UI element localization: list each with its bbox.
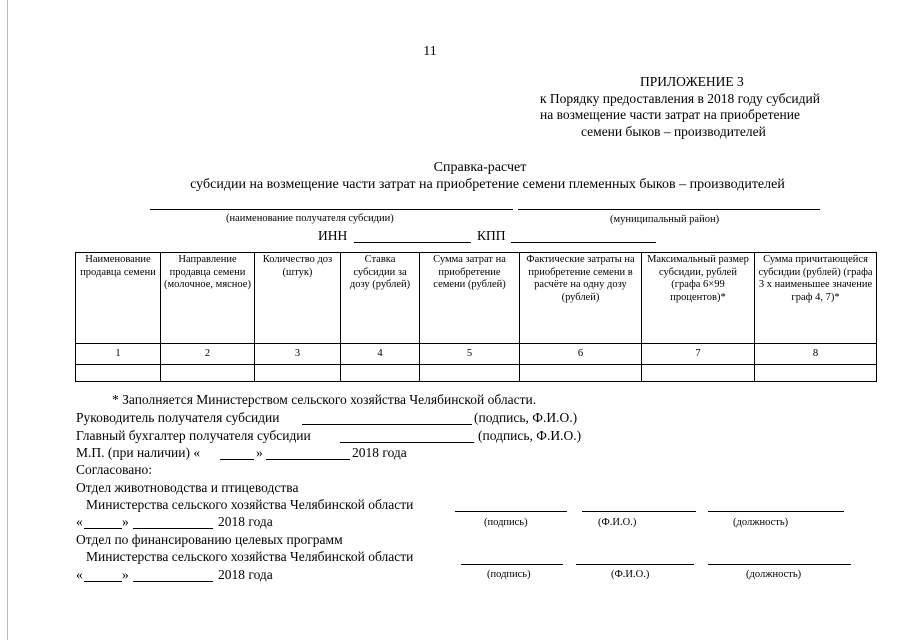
department-2-date-open: « [76,567,83,582]
department-2-ministry: Министерства сельского хозяйства Челябинской области [86,549,414,564]
department-2-year: 2018 года [218,567,273,582]
appendix-line-1: к Порядку предоставления в 2018 году субсидий [540,91,820,106]
header-max-subsidy: Максимальный размер субсидии, рублей (графа 6×99 процентов)* [642,253,755,344]
accountant-signature-label: Главный бухгалтер получателя субсидии [76,428,311,443]
page-edge [7,0,8,640]
head-signature-label: Руководитель получателя субсидии [76,410,280,425]
table-cell [76,365,161,382]
stamp-date-close-quote: » [256,445,263,460]
header-rate-per-dose: Ставка субсидии за дозу (рублей) [341,253,420,344]
department-2-position-hint: (должность) [746,569,802,580]
department-2-date-close: » [122,567,129,582]
district-caption: (муниципальный район) [610,214,720,225]
header-seller-direction: Направление продавца семени (молочное, мясное) [161,253,255,344]
department-1-day-line [84,528,122,529]
document-subtitle: субсидии на возмещение части затрат на приобретение семени племенных быков – производителей [190,177,785,192]
table-cell [642,365,755,382]
page-number: 11 [423,44,437,59]
table-cell [520,365,642,382]
department-1-sign-hint: (подпись) [484,517,528,528]
document-title: Справка-расчет [433,160,527,175]
column-number-7: 7 [642,344,755,365]
stamp-month-line [266,459,350,460]
column-number-3: 3 [255,344,341,365]
appendix-line-2: на возмещение части затрат на приобретение [540,107,800,122]
stamp-date-prefix: М.П. (при наличии) « [76,445,201,460]
column-number-4: 4 [341,344,420,365]
district-line [518,209,820,210]
table-cell [420,365,520,382]
footnote: * Заполняется Министерством сельского хозяйства Челябинской области. [112,392,537,407]
approval-label: Согласовано: [76,462,152,477]
department-1: Отдел животноводства и птицеводства [76,480,299,495]
department-1-fio-line [582,511,696,512]
head-signature-line [302,424,472,425]
appendix-line-3: семени быков – производителей [581,124,766,139]
department-2-day-line [84,581,122,582]
column-number-1: 1 [76,344,161,365]
header-dose-count: Количество доз (штук) [255,253,341,344]
header-total-cost: Сумма затрат на приобретение семени (рублей) [420,253,520,344]
department-1-year: 2018 года [218,514,273,529]
department-2-fio-hint: (Ф.И.О.) [611,569,650,580]
department-2: Отдел по финансированию целевых программ [76,532,343,547]
table-header-row [76,253,877,344]
inn-line [354,242,471,243]
table-row [76,365,877,382]
column-number-5: 5 [420,344,520,365]
header-actual-cost-per-dose: Фактические затраты на приобретение семени в расчёте на одну дозу (рублей) [520,253,642,344]
department-2-month-line [133,581,213,582]
head-signature-hint: (подпись, Ф.И.О.) [474,410,578,425]
stamp-year: 2018 года [352,445,407,460]
table-cell [255,365,341,382]
appendix-title: ПРИЛОЖЕНИЕ 3 [640,74,744,89]
table-number-row [76,344,877,365]
inn-label: ИНН [318,228,348,243]
table-cell [755,365,877,382]
kpp-line [511,242,656,243]
department-1-month-line [133,528,213,529]
subsidy-table [75,252,877,382]
department-2-fio-line [576,564,694,565]
department-2-sign-hint: (подпись) [487,569,531,580]
stamp-day-line [220,459,254,460]
department-2-position-line [708,564,851,565]
column-number-8: 8 [755,344,877,365]
table-cell [161,365,255,382]
accountant-signature-hint: (подпись, Ф.И.О.) [478,428,582,443]
recipient-caption: (наименование получателя субсидии) [226,213,394,224]
department-1-ministry: Министерства сельского хозяйства Челябинской области [86,497,414,512]
department-1-position-hint: (должность) [733,517,789,528]
kpp-label: КПП [477,228,506,243]
department-2-signature-line [461,564,563,565]
department-1-date-open: « [76,514,83,529]
header-seller-name: Наименование продавца семени [76,253,161,344]
recipient-name-line [150,209,513,210]
department-1-position-line [708,511,844,512]
department-1-signature-line [455,511,567,512]
column-number-6: 6 [520,344,642,365]
column-number-2: 2 [161,344,255,365]
table-cell [341,365,420,382]
accountant-signature-line [340,442,474,443]
department-1-date-close: » [122,514,129,529]
header-subsidy-due: Сумма причитающейся субсидии (рублей) (графа 3 х наименьшее значение граф 4, 7)* [755,253,877,344]
department-1-fio-hint: (Ф.И.О.) [598,517,637,528]
